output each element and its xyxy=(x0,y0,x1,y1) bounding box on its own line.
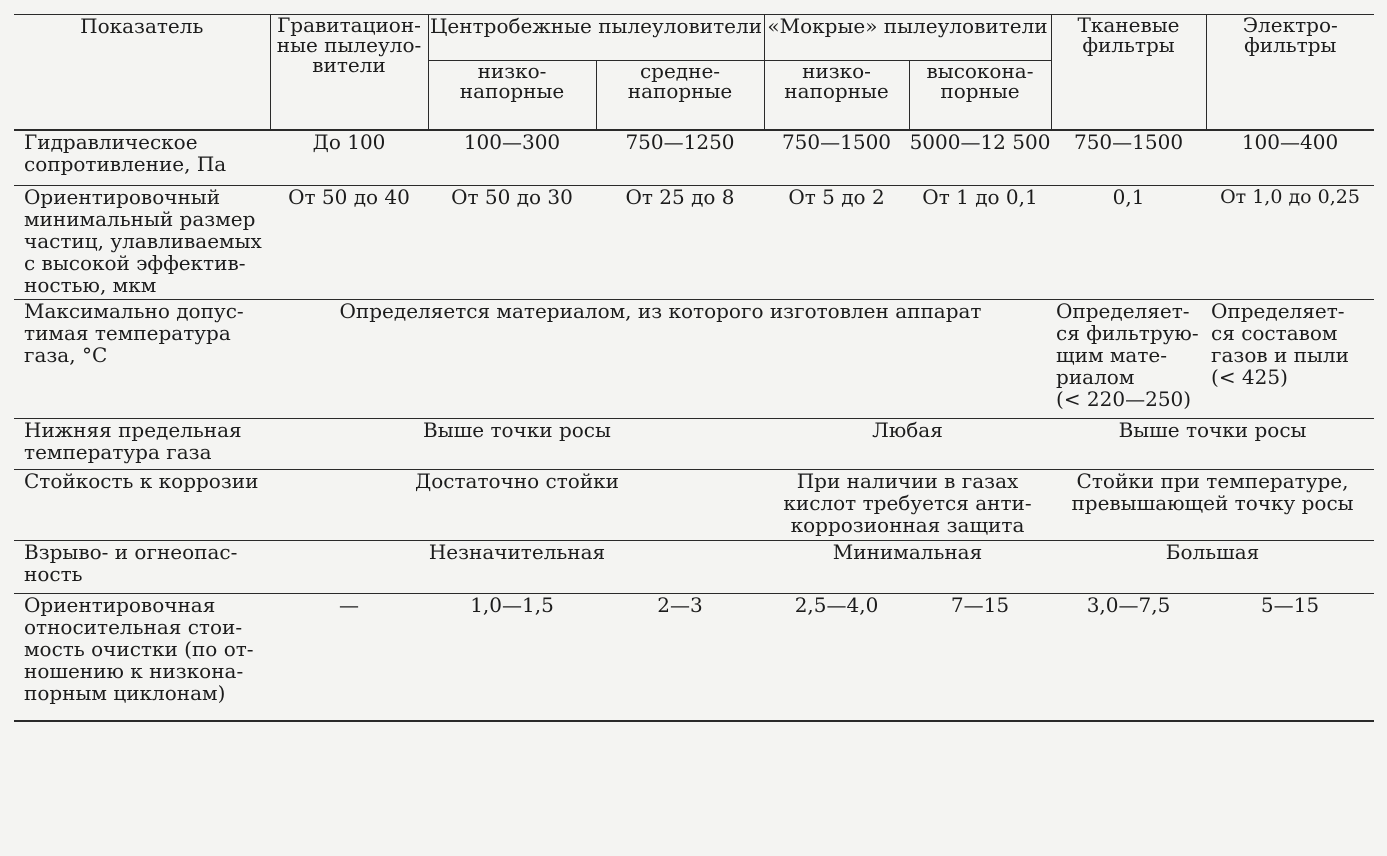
table-cell: Определяет- ся фильтрую- щим мате- риалом (< 220—250) xyxy=(1051,300,1206,419)
table-cell: Определяет- ся составом газов и пыли (< 425) xyxy=(1206,300,1374,419)
header-indicator: Показатель xyxy=(14,15,270,131)
table-cell: До 100 xyxy=(270,130,428,186)
header-wet: «Мокрые» пылеуловители xyxy=(764,15,1051,61)
row-label: Нижняя предельная температура газа xyxy=(14,419,270,470)
table-cell-span: Минимальная xyxy=(764,541,1051,594)
dust-collectors-comparison-table xyxy=(14,14,1374,722)
table-cell-span: Большая xyxy=(1051,541,1374,594)
table-cell-span: Выше точки росы xyxy=(1051,419,1374,470)
table-cell: 5000—12 500 xyxy=(909,130,1051,186)
table-cell: 100—400 xyxy=(1206,130,1374,186)
header-low-pressure-wet: низко- напорные xyxy=(764,61,909,131)
table-row-max-temperature xyxy=(14,300,1374,419)
table-header xyxy=(14,15,1374,131)
table-row-min-temperature xyxy=(14,419,1374,470)
header-high-pressure: высокона- порные xyxy=(909,61,1051,131)
table-cell: 750—1500 xyxy=(764,130,909,186)
table-cell-span: Незначительная xyxy=(270,541,764,594)
header-electro: Электро- фильтры xyxy=(1206,15,1374,131)
table-cell: От 1 до 0,1 xyxy=(909,186,1051,300)
row-label: Гидравлическое сопротивление, Па xyxy=(14,130,270,186)
table-row-cost xyxy=(14,594,1374,722)
table-cell: 750—1500 xyxy=(1051,130,1206,186)
table-cell: От 1,0 до 0,25 xyxy=(1206,186,1374,300)
table-cell-span: Достаточно стойки xyxy=(270,470,764,541)
row-label: Ориентировочный минимальный размер частиц, улавливаемых с высокой эффектив- ностью, мкм xyxy=(14,186,270,300)
table-cell-span: Стойки при температуре, превышающей точку росы xyxy=(1051,470,1374,541)
table-body xyxy=(14,130,1374,721)
table-cell-span: При наличии в газах кислот требуется анти- коррозионная защита xyxy=(764,470,1051,541)
table-cell: 0,1 xyxy=(1051,186,1206,300)
table-cell: 2—3 xyxy=(596,594,764,722)
row-label: Максимально допус- тимая температура газа, °С xyxy=(14,300,270,419)
row-label: Стойкость к коррозии xyxy=(14,470,270,541)
table-row-particle-size xyxy=(14,186,1374,300)
table-cell: 5—15 xyxy=(1206,594,1374,722)
table-cell: 2,5—4,0 xyxy=(764,594,909,722)
table-cell-span: Определяется материалом, из которого изготовлен аппарат xyxy=(270,300,1051,419)
table-cell: 3,0—7,5 xyxy=(1051,594,1206,722)
header-gravity: Гравитацион- ные пылеуло- вители xyxy=(270,15,428,131)
table-cell: 7—15 xyxy=(909,594,1051,722)
table-row-resistance xyxy=(14,130,1374,186)
header-medium-pressure: средне- напорные xyxy=(596,61,764,131)
table-cell: — xyxy=(270,594,428,722)
table-cell: 100—300 xyxy=(428,130,596,186)
table-cell: От 50 до 40 xyxy=(270,186,428,300)
header-centrifugal: Центробежные пылеуловители xyxy=(428,15,764,61)
header-fabric: Тканевые фильтры xyxy=(1051,15,1206,131)
header-low-pressure: низко- напорные xyxy=(428,61,596,131)
table-cell-span: Выше точки росы xyxy=(270,419,764,470)
table-cell: От 25 до 8 xyxy=(596,186,764,300)
table-cell: От 5 до 2 xyxy=(764,186,909,300)
row-label: Взрыво- и огнеопас- ность xyxy=(14,541,270,594)
table-cell: 750—1250 xyxy=(596,130,764,186)
row-label: Ориентировочная относительная стои- мость очистки (по от- ношению к низкона- порным циклонам) xyxy=(14,594,270,722)
table-cell-span: Любая xyxy=(764,419,1051,470)
table-row-explosion xyxy=(14,541,1374,594)
table-cell: 1,0—1,5 xyxy=(428,594,596,722)
table-row-corrosion xyxy=(14,470,1374,541)
table-cell: От 50 до 30 xyxy=(428,186,596,300)
